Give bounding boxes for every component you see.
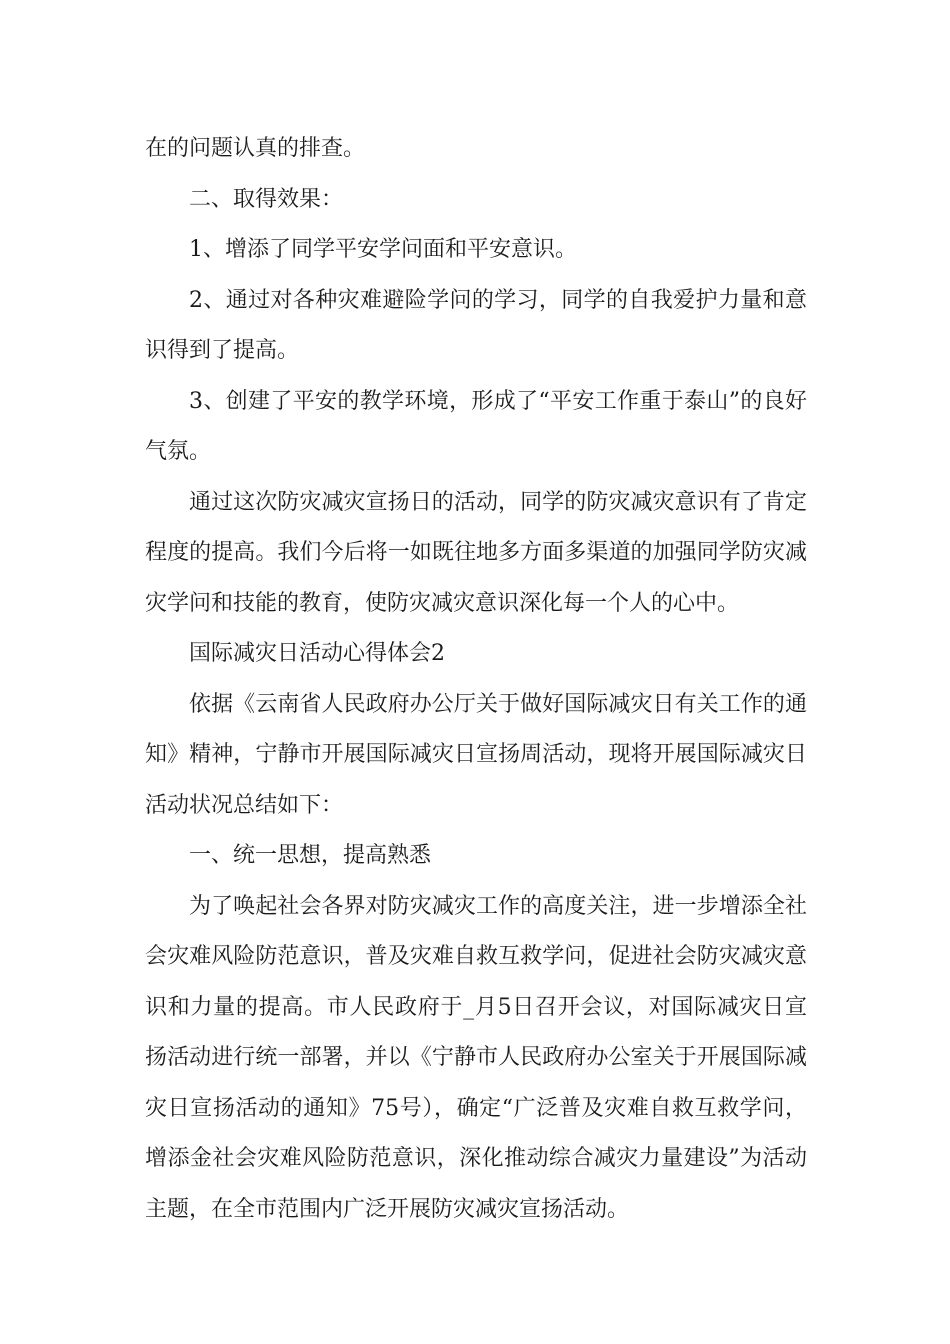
section-heading-unify: 一、统一思想，提高熟悉: [189, 843, 432, 868]
document-body: [145, 124, 807, 1235]
paragraph-result-1: 1、增添了同学平安学问面和平安意识。: [189, 237, 577, 262]
paragraph-continuation: 在的问题认真的排查。: [145, 136, 366, 161]
paragraph-result-3: 3、创建了平安的教学环境，形成了“平安工作重于泰山”的良好气氛。: [145, 388, 807, 464]
article-title-2: 国际减灾日活动心得体会2: [189, 641, 445, 666]
paragraph-result-2: 2、通过对各种灾难避险学问的学习，同学的自我爱护力量和意识得到了提高。: [145, 287, 807, 363]
paragraph-conclusion: 通过这次防灾减灾宣扬日的活动，同学的防灾减灾意识有了肯定程度的提高。我们今后将一如既往地多方面多渠道的加强同学防灾减灾学问和技能的教育，使防灾减灾意识深化每一个人的心中。: [145, 489, 807, 616]
paragraph-intro: 依据《云南省人民政府办公厅关于做好国际减灾日有关工作的通知》精神，宁静市开展国际减灾日宣扬周活动，现将开展国际减灾日活动状况总结如下：: [145, 691, 807, 818]
paragraph-unify-body: 为了唤起社会各界对防灾减灾工作的高度关注，进一步增添全社会灾难风险防范意识，普及灾难自救互救学问，促进社会防灾减灾意识和力量的提高。市人民政府于_月5日召开会议，对国际减灾日宣扬活动进行统一部署，并以《宁静市人民政府办公室关于开展国际减灾日宣扬活动的通知》75号），确定“广泛普及灾难自救互救学问，增添金社会灾难风险防范意识，深化推动综合减灾力量建设”为活动主题，在全市范围内广泛开展防灾减灾宣扬活动。: [145, 893, 807, 1222]
section-heading-results: 二、取得效果：: [189, 186, 344, 212]
